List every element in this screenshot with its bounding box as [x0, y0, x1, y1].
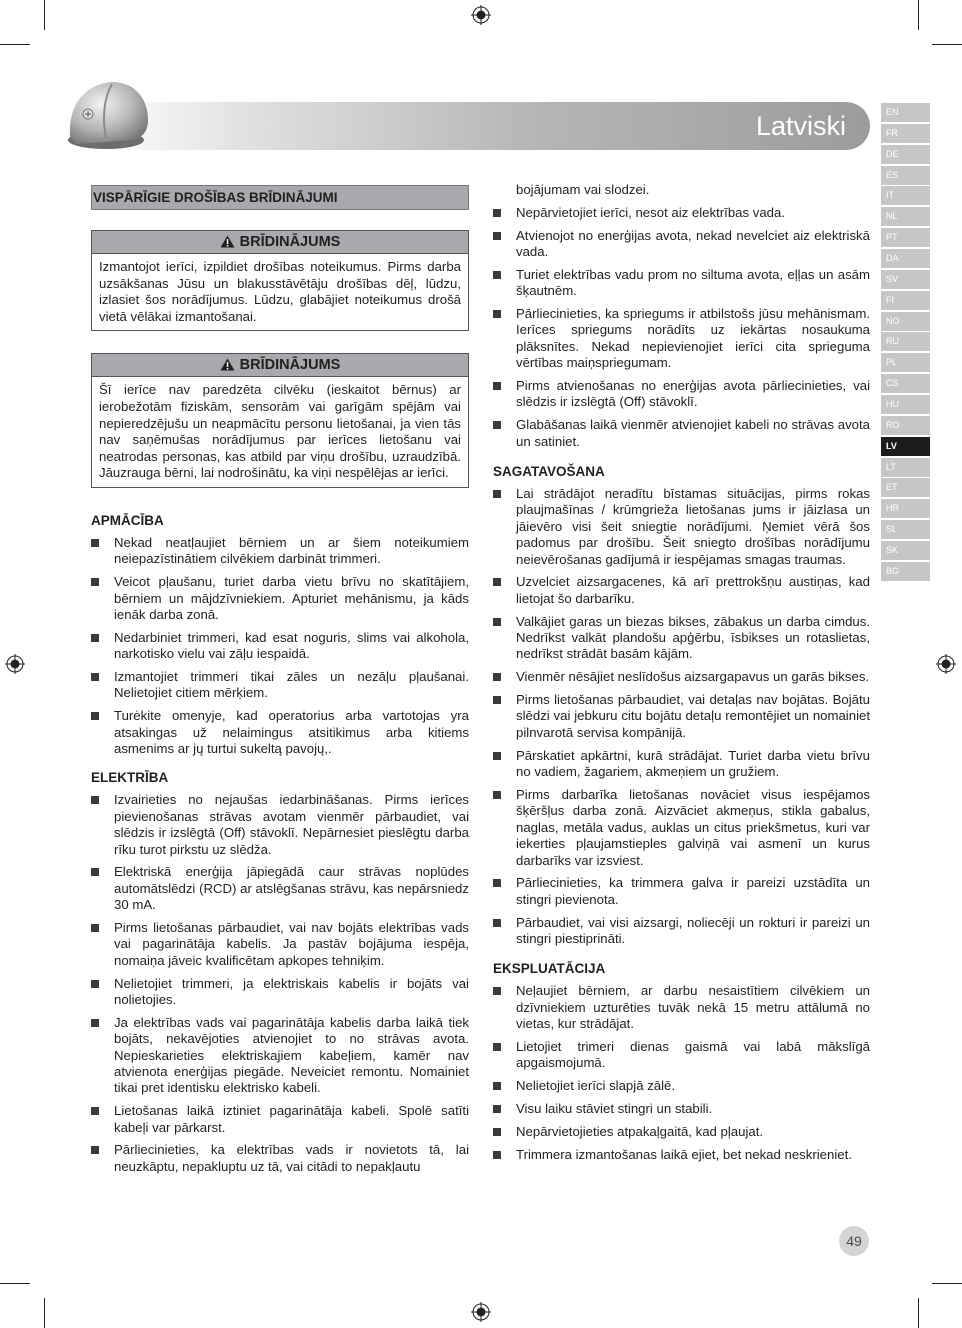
list-item-text: Pirms darbarīka lietošanas novāciet visus iespējamos šķēršļus darba zonā. Aizvāciet akmeņus, stikla gabalus, naglas, metāla vadus, auklas un citus priekšmetus, kuri var iekerties pļaujamstieples galviņā vai asmenī un kurus darbarīks var izsviest. [516, 786, 870, 868]
list-item [493, 378, 870, 411]
list-item [493, 306, 870, 372]
list-item-text: Nepārvietojieties atpakaļgaitā, kad pļaujat. [516, 1123, 764, 1139]
bullet-icon [91, 1019, 99, 1027]
language-tab-sl[interactable]: SL [881, 520, 930, 539]
language-tab-hr[interactable]: HR [881, 499, 930, 518]
crop-mark [44, 1298, 45, 1328]
list-item [91, 976, 469, 1009]
electrical-list [91, 792, 469, 1175]
crop-mark [44, 0, 45, 30]
list-item [91, 1015, 469, 1097]
bullet-icon [91, 712, 99, 720]
bullet-icon [91, 1146, 99, 1154]
list-item [493, 417, 870, 450]
list-item [91, 574, 469, 623]
list-item [91, 792, 469, 858]
language-tab-it[interactable]: IT [881, 186, 930, 205]
language-tab-hu[interactable]: HU [881, 395, 930, 414]
list-item [91, 1103, 469, 1136]
registration-mark-icon [5, 654, 25, 674]
bullet-icon [493, 1043, 501, 1051]
electrical-list-continued [493, 205, 870, 450]
bullet-icon [493, 382, 501, 390]
warning-triangle-icon [220, 235, 235, 248]
language-tab-sk[interactable]: SK [881, 541, 930, 560]
preparation-list [493, 486, 870, 947]
header-banner [92, 102, 870, 150]
list-item-text: Uzvelciet aizsargacenes, kā arī prettrokšņu austiņas, kad lietojat šo darbarīku. [516, 574, 870, 606]
warning-text: Šī ierīce nav paredzēta cilvēku (ieskaitot bērnus) ar ierobežotām fiziskām, sensorām vai garīgām spējām vai nepieredzējušu un neapmācītu personu lietošanai, ja vien tās nav saņēmušas norādījumus par ierīces lietošanu vai neatrodas personas, kas atbild par viņu drošību, uzraudzībā. Jāuzrauga bērni, lai nodrošinātu, ka viņi nespēlējas ar ierīci. [99, 382, 461, 481]
right-column [493, 182, 870, 1169]
language-tab-lv[interactable]: LV [881, 437, 930, 456]
list-item-text: Neļaujiet bērniem, ar darbu nesaistītiem cilvēkiem un dzīvniekiem uzturēties tuvāk nekā 15 metru attālumā no vietas, kur strādājat. [516, 983, 870, 1032]
list-item-text: Valkājiet garas un biezas bikses, zābakus un darba cimdus. Nedrīkst valkāt plandošu apģērbu, īsbikses un rotaslietas, nedrīkst strādāt basām kājām. [516, 613, 870, 662]
bullet-icon [493, 696, 501, 704]
list-item [493, 486, 870, 568]
list-item [493, 692, 870, 741]
bullet-icon [91, 924, 99, 932]
crop-mark [918, 1298, 919, 1328]
bullet-icon [91, 634, 99, 642]
list-item [91, 920, 469, 969]
warning-text: Izmantojot ierīci, izpildiet drošības noteikumus. Pirms darba uzsākšanas Jūsu un blakusstāvētāju drošības dēļ, lūdzu, izlasiet šos norādījumus. Lūdzu, glabājiet noteikumus drošā vietā vēlākai izmantošanai. [99, 259, 461, 324]
bullet-icon [91, 1107, 99, 1115]
language-tab-fr[interactable]: FR [881, 124, 930, 143]
bullet-icon [493, 310, 501, 318]
bullet-icon [91, 578, 99, 586]
list-item-text: Nelietojiet ierīci slapjā zālē. [516, 1078, 676, 1094]
registration-mark-icon [471, 1302, 491, 1322]
language-tab-en[interactable]: EN [881, 103, 930, 122]
language-tab-sv[interactable]: SV [881, 270, 930, 289]
list-item-text: Vienmēr nēsājiet neslīdošus aizsargapavus un garās bikses. [516, 669, 870, 685]
language-tab-et[interactable]: ET [881, 478, 930, 497]
warning-triangle-icon [220, 358, 235, 371]
bullet-icon [91, 868, 99, 876]
list-item [493, 1124, 870, 1140]
list-item-text: Pārskatiet apkārtni, kurā strādājat. Turiet darba vietu brīvu no vadiem, žagariem, akmeņiem un gružiem. [516, 747, 870, 780]
list-item [91, 669, 469, 702]
list-item-text: Pirms atvienošanas no enerģijas avota pārliecinieties, vai slēdzis ir izslēgtā (Off) stāvoklī. [516, 378, 870, 410]
list-item-text: Pirms lietošanas pārbaudiet, vai detaļas nav bojātas. Bojātu slēdzi vai jebkuru citu bojātu detaļu remontējiet un nomainiet pilnvarotā servisa kompānijā. [516, 692, 870, 740]
list-item-text: Pārliecinieties, ka elektrības vads ir novietots tā, lai neuzkāptu, nepakluptu uz tā, vai citādi to nepakļautu [114, 1142, 469, 1174]
subsection-heading: EKSPLUATĀCIJA [493, 961, 606, 977]
continued-text: bojājumam vai slodzei. [516, 182, 650, 197]
bullet-icon [493, 752, 501, 760]
bullet-icon [493, 879, 501, 887]
language-tabs [881, 103, 930, 583]
list-item-text: Lietošanas laikā iztiniet pagarinātāja kabeli. Spolē satīti kabeļi var pārkarst. [114, 1103, 469, 1135]
list-item [91, 535, 469, 568]
list-item [493, 983, 870, 1032]
bullet-icon [493, 209, 501, 217]
language-tab-ru[interactable]: RU [881, 332, 930, 351]
list-item-text: Lai strādājot neradītu bīstamas situācijas, pirms rokas plaujmašīnas / krūmgrieža lietošanas jums ir jāizlasa un jāievēro visi šeit sniegtie norādījumi. Ņemiet vērā šos padomus par drošību. Šeit sniegto drošības norādījumu neievērošanas gadījumā ir iespējamas smagas traumas. [516, 486, 870, 567]
bullet-icon [91, 539, 99, 547]
subsection-heading: SAGATAVOŠANA [493, 464, 605, 480]
bullet-icon [91, 980, 99, 988]
crop-mark [0, 1283, 30, 1284]
list-item-text: Pārliecinieties, ka spriegums ir atbilstošs jūsu mehānismam. Ierīces spriegums norādīts uz iekārtas nosaukuma plāksnītes. Nekad nepievienojiet ierīci cita sprieguma vērtības maiņspriegumam. [516, 306, 870, 371]
list-item-text: Turiet elektrības vadu prom no siltuma avota, eļļas un asām šķautnēm. [516, 266, 870, 299]
list-item [493, 1101, 870, 1117]
subsection-heading: ELEKTRĪBA [91, 770, 169, 786]
list-item [493, 875, 870, 908]
bullet-icon [493, 578, 501, 586]
language-tab-da[interactable]: DA [881, 249, 930, 268]
language-tab-pt[interactable]: PT [881, 228, 930, 247]
crop-mark [0, 44, 30, 45]
list-item [493, 614, 870, 663]
bullet-icon [493, 490, 501, 498]
page-number: 49 [839, 1226, 869, 1256]
safety-helmet-icon [62, 74, 152, 152]
list-item-text: Visu laiku stāviet stingri un stabili. [516, 1100, 713, 1116]
registration-mark-icon [471, 5, 491, 25]
list-item-text: Turėkite omenyje, kad operatorius arba vartotojas yra atsakingas už nelaimingus atsitikimus arba kitiems asmenims ar jų turtui sukeltą pavojų,. [114, 708, 469, 756]
list-item [493, 267, 870, 300]
bullet-icon [493, 791, 501, 799]
bullet-icon [493, 1128, 501, 1136]
list-item [493, 228, 870, 261]
language-tab-nl[interactable]: NL [881, 207, 930, 226]
list-item-text: Pārbaudiet, vai visi aizsargi, noliecēji un rokturi ir pareizi un stingri piestiprināti. [516, 914, 870, 946]
operation-list [493, 983, 870, 1163]
list-item [493, 915, 870, 948]
bullet-icon [493, 919, 501, 927]
warning-title: BRĪDINĀJUMS [239, 357, 341, 374]
bullet-icon [493, 673, 501, 681]
list-item-text: Nekad neatļaujiet bērniem un ar šiem noteikumiem neiepazīstinātiem cilvēkiem darbināt trimmeri. [114, 534, 469, 567]
list-item-text: Izvairieties no nejaušas iedarbināšanas. Pirms ierīces pievienošanas strāvas avotam vienmēr pārbaudiet, vai slēdzis ir izslēgtā (Off) stāvoklī. Nepārnesiet pieslēgtu darba rīku turot pirkstu uz slēdža. [114, 792, 469, 857]
warning-heading [92, 354, 468, 377]
left-column [91, 180, 469, 1182]
list-item-text: Ja elektrības vads vai pagarinātāja kabelis darba laikā tiek bojāts, nekavējoties atvienojiet to no strāvas avota. Nepieskarieties elektriskajiem kabeļiem, kamēr nav atvienota enerģijas piegāde. Neveiciet remontu. Nomainiet tikai pret identisku elektrisko kabeli. [114, 1014, 469, 1096]
warning-box [91, 230, 469, 331]
crop-mark [918, 0, 919, 30]
language-tab-fi[interactable]: FI [881, 291, 930, 310]
section-title: VISPĀRĪGIE DROŠĪBAS BRĪDINĀJUMI [91, 185, 469, 210]
list-item [493, 1147, 870, 1163]
bullet-icon [493, 987, 501, 995]
language-tab-es[interactable]: ES [881, 166, 930, 185]
crop-mark [932, 1283, 962, 1284]
list-item [493, 748, 870, 781]
bullet-icon [91, 673, 99, 681]
list-item-text: Veicot pļaušanu, turiet darba vietu brīvu no skatītājiem, bērniem un mājdzīvniekiem. Apturiet mehānismu, ja kāds ienāk darba zonā. [114, 574, 469, 622]
language-tab-ro[interactable]: RO [881, 416, 930, 435]
bullet-icon [493, 421, 501, 429]
list-item-text: Atvienojot no enerģijas avota, nekad nevelciet aiz elektriskā vada. [516, 227, 870, 259]
bullet-icon [91, 796, 99, 804]
training-list [91, 535, 469, 757]
list-item-text: Elektriskā enerģija jāpiegādā caur strāvas noplūdes automātslēdzi (RCD) ar atslēgšanas strāvu, kas nepārsniedz 30 mA. [114, 864, 469, 913]
language-tab-no[interactable]: NO [881, 312, 930, 331]
list-item-text: Izmantojiet trimmeri tikai zāles un nezāļu pļaušanai. Nelietojiet citiem mērķiem. [114, 668, 469, 701]
registration-mark-icon [936, 654, 956, 674]
list-item [493, 787, 870, 869]
list-item-text: Glabāšanas laikā vienmēr atvienojiet kabeli no strāvas avota un satiniet. [516, 417, 870, 449]
list-item-text: Nepārvietojiet ierīci, nesot aiz elektrības vada. [516, 204, 786, 220]
page-title: Latviski [755, 111, 846, 141]
language-tab-pl[interactable]: PL [881, 353, 930, 372]
bullet-icon [493, 1082, 501, 1090]
bullet-icon [493, 232, 501, 240]
list-item [493, 574, 870, 607]
crop-mark [932, 44, 962, 45]
bullet-icon [493, 618, 501, 626]
list-item-text: Pirms lietošanas pārbaudiet, vai nav bojāts elektrības vads vai pagarinātāja kabelis. Ja pastāv bojājuma iespēja, nomaiņa jāveic kvalificētam apkopes tehniķim. [114, 920, 469, 968]
list-item-text: Nedarbiniet trimmeri, kad esat noguris, slims vai alkohola, narkotisko vielu vai zāļu iespaidā. [114, 629, 469, 662]
list-item-text: Trimmera izmantošanas laikā ejiet, bet nekad neskrieniet. [516, 1146, 852, 1162]
language-tab-cs[interactable]: CS [881, 374, 930, 393]
list-item-text: Nelietojiet trimmeri, ja elektriskais kabelis ir bojāts vai nolietojies. [114, 975, 469, 1008]
subsection-heading: APMĀCĪBA [91, 512, 164, 528]
warning-title: BRĪDINĀJUMS [239, 234, 341, 250]
warning-heading [92, 231, 468, 254]
language-tab-de[interactable]: DE [881, 145, 930, 164]
warning-box [91, 353, 469, 488]
list-item [91, 630, 469, 663]
list-item [91, 708, 469, 757]
language-tab-bg[interactable]: BG [881, 562, 930, 581]
language-tab-lt[interactable]: LT [881, 458, 930, 477]
bullet-icon [493, 1151, 501, 1159]
list-item [91, 1142, 469, 1175]
bullet-icon [493, 1105, 501, 1113]
list-item [493, 205, 870, 221]
list-item-text: Lietojiet trimeri dienas gaismā vai labā mākslīgā apgaismojumā. [516, 1038, 870, 1071]
list-item [493, 669, 870, 685]
bullet-icon [493, 271, 501, 279]
list-item-text: Pārliecinieties, ka trimmera galva ir pareizi uzstādīta un stingri pievienota. [516, 875, 870, 907]
list-item [493, 1039, 870, 1072]
list-item [493, 1078, 870, 1094]
list-item [91, 864, 469, 913]
